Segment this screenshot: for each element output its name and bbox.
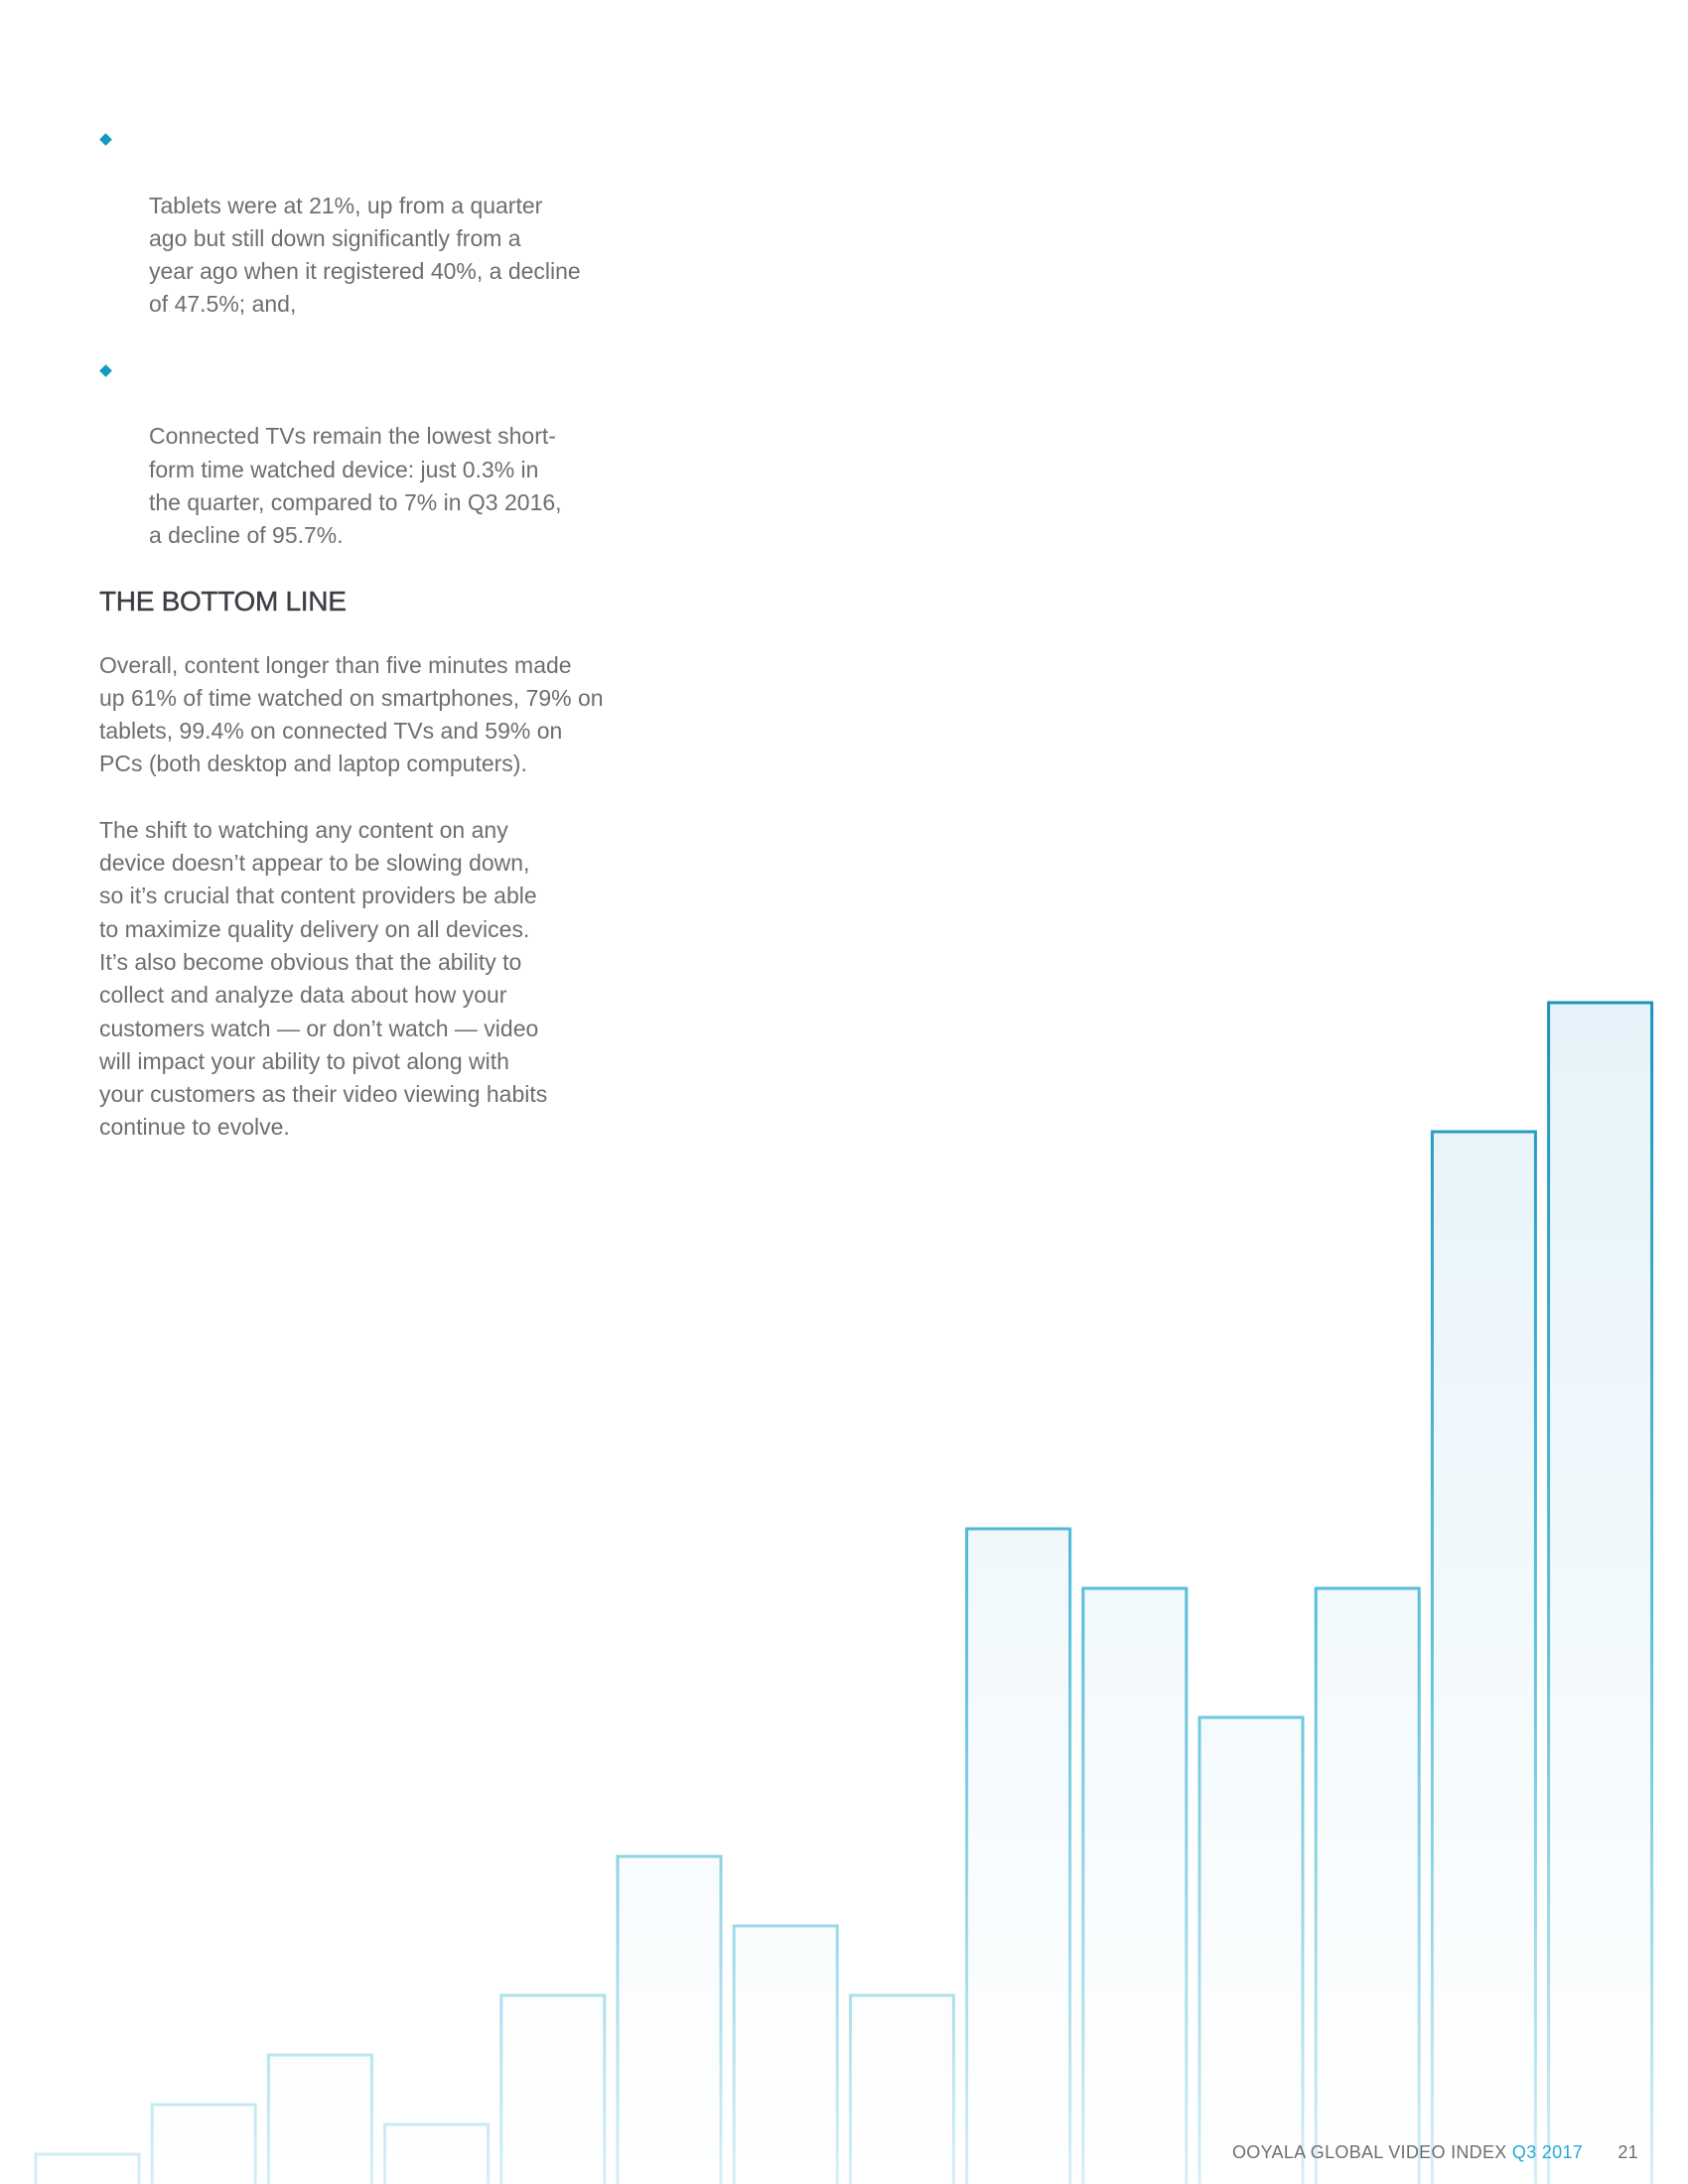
bullet-text: Tablets were at 21%, up from a quarter ago but still down significantly from a year ago when it registered 40%, a decline of 47.5%; and, <box>149 192 581 318</box>
diamond-bullet-icon <box>99 133 112 146</box>
decorative-bar <box>268 2055 371 2184</box>
decorative-bar <box>152 2105 255 2184</box>
page-footer <box>1232 2142 1638 2163</box>
bullet-item-connected-tvs <box>99 354 616 553</box>
decorative-bar <box>734 1926 837 2184</box>
decorative-bar <box>1549 1003 1652 2184</box>
paragraph-shift: The shift to watching any content on any device doesn’t appear to be slowing down, so it’s crucial that content providers be able to maximize quality delivery on all devices. It’s also become obvious that the ability to collect and analyze data about how your customers watch — or don’t watch — video will impact your ability to pivot along with your customers as their video viewing habits continue to evolve. <box>99 816 548 1141</box>
footer-title: OOYALA GLOBAL VIDEO INDEX <box>1231 2142 1507 2162</box>
bar-group <box>36 1003 1652 2184</box>
decorative-bar <box>501 1995 605 2184</box>
footer-quarter: Q3 2017 <box>1511 2142 1584 2162</box>
bullet-list <box>99 123 616 553</box>
bullet-item-tablets <box>99 123 616 322</box>
decorative-bar <box>385 2124 489 2184</box>
main-text-column <box>99 123 616 1177</box>
decorative-bar <box>618 1856 721 2184</box>
diamond-bullet-icon <box>99 364 112 377</box>
decorative-bar <box>850 1995 953 2184</box>
section-heading: THE BOTTOM LINE <box>99 585 347 616</box>
decorative-bar <box>1432 1132 1535 2184</box>
decorative-bar <box>1199 1717 1303 2184</box>
decorative-bar <box>1316 1588 1419 2184</box>
bullet-text: Connected TVs remain the lowest short- form time watched device: just 0.3% in the quarter, compared to 7% in Q3 2016, a decline of 95.7%. <box>149 423 562 549</box>
decorative-bar <box>1083 1588 1187 2184</box>
paragraph-overall: Overall, content longer than five minutes made up 61% of time watched on smartphones, 79% on tablets, 99.4% on connected TVs and 59% on PCs (both desktop and laptop computers). <box>99 651 604 777</box>
decorative-bar <box>967 1529 1070 2184</box>
decorative-bar <box>36 2154 139 2184</box>
page-number: 21 <box>1618 2142 1638 2162</box>
